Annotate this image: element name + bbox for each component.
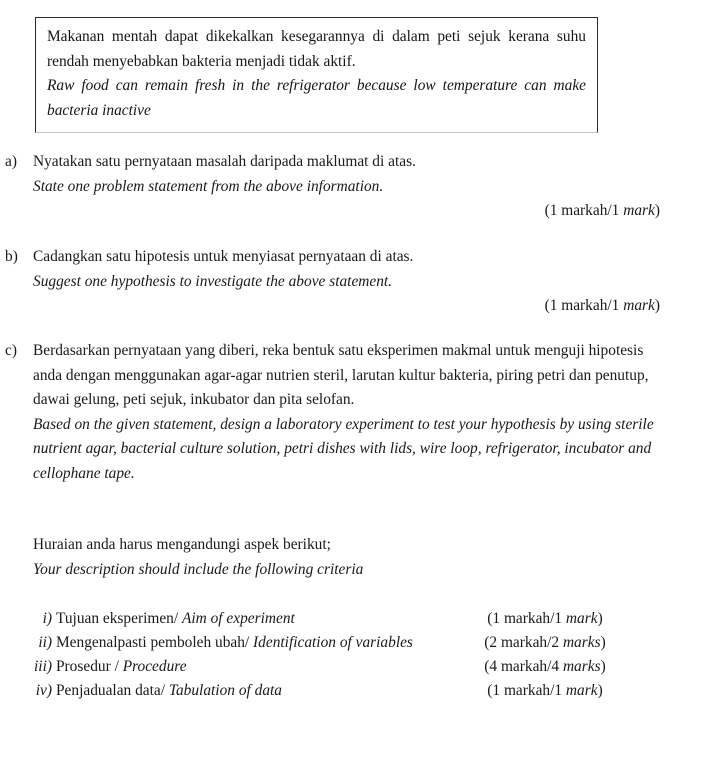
criteria-item	[0, 655, 703, 679]
criteria-marks	[430, 679, 660, 703]
criteria-description	[56, 631, 413, 655]
criteria-item	[0, 679, 703, 703]
question-a-row	[0, 150, 703, 199]
criteria-marks-prefix: (1 markah/1	[487, 682, 566, 699]
question-b-marks	[0, 294, 660, 319]
question-a-text-malay: Nyatakan satu pernyataan masalah daripada maklumat di atas.	[33, 153, 416, 170]
criteria-marks-suffix: )	[597, 610, 603, 627]
criteria-instruction	[33, 533, 703, 582]
criteria-marks-prefix: (2 markah/2	[484, 634, 563, 651]
question-b-marks-italic: mark	[623, 297, 655, 314]
criteria-description-english: Aim of experiment	[181, 610, 295, 627]
criteria-marks-prefix: (4 markah/4	[484, 658, 563, 675]
criteria-marks-prefix: (1 markah/1	[487, 610, 566, 627]
question-c-text-malay: Berdasarkan pernyataan yang diberi, reka bentuk satu eksperimen makmal untuk menguji hipotesis anda dengan menggunakan agar-agar nutrien steril, larutan kultur bakteria, piring petri dan penutup, dawai gelung, peti sejuk, inkubator dan pita selofan.	[33, 342, 649, 408]
question-b-marks-suffix: )	[654, 297, 660, 314]
criteria-numeral: iii)	[34, 658, 52, 675]
criteria-description-english: Tabulation of data	[168, 682, 283, 699]
question-b-label: b)	[5, 248, 18, 265]
criteria-description-malay: Mengenalpasti pemboleh ubah/	[56, 634, 254, 651]
criteria-numeral: ii)	[38, 634, 52, 651]
criteria-description-malay: Tujuan eksperimen/	[56, 610, 182, 627]
criteria-marks-italic: mark	[565, 610, 598, 627]
stimulus-text-english: Raw food can remain fresh in the refrigerator because low temperature can make bacteria inactive	[47, 77, 586, 119]
question-a-text-english: State one problem statement from the above information.	[33, 177, 384, 195]
question-a-label: a)	[5, 153, 17, 170]
question-b	[0, 245, 703, 294]
criteria-marks-suffix: )	[597, 682, 603, 699]
question-a-marks	[0, 199, 660, 224]
criteria-marks	[430, 607, 660, 631]
criteria-item	[0, 607, 703, 631]
criteria-marks-suffix: )	[600, 658, 606, 675]
question-c	[0, 339, 703, 486]
question-a	[0, 150, 703, 199]
criteria-description-malay: Penjadualan data/	[56, 682, 169, 699]
criteria-instruction-english: Your description should include the following criteria	[33, 560, 364, 578]
criteria-marks-suffix: )	[600, 634, 606, 651]
question-a-marks-prefix: (1 markah/1	[544, 202, 624, 219]
question-c-row	[0, 339, 703, 486]
question-b-row	[0, 245, 703, 294]
question-c-label: c)	[5, 342, 17, 359]
criteria-description-english: Procedure	[122, 658, 187, 675]
criteria-instruction-malay: Huraian anda harus mengandungi aspek berikut;	[33, 536, 331, 553]
question-a-marks-italic: mark	[623, 202, 655, 219]
criteria-description	[56, 607, 295, 631]
criteria-description-english: Identification of variables	[253, 634, 413, 651]
stimulus-box	[35, 17, 598, 133]
stimulus-text-malay: Makanan mentah dapat dikekalkan kesegarannya di dalam peti sejuk kerana suhu rendah menyebabkan bakteria menjadi tidak aktif.	[47, 28, 586, 70]
question-a-marks-suffix: )	[654, 202, 660, 219]
criteria-marks-italic: mark	[565, 682, 598, 699]
criteria-numeral: iv)	[35, 682, 52, 699]
criteria-description	[56, 679, 282, 703]
question-b-text-malay: Cadangkan satu hipotesis untuk menyiasat pernyataan di atas.	[33, 248, 414, 265]
criteria-description	[56, 655, 187, 679]
criteria-description-malay: Prosedur /	[56, 658, 123, 675]
criteria-marks	[430, 631, 660, 655]
criteria-marks	[430, 655, 660, 679]
question-b-text-english: Suggest one hypothesis to investigate the above statement.	[33, 272, 393, 290]
criteria-list	[0, 607, 703, 703]
criteria-item	[0, 631, 703, 655]
criteria-numeral: i)	[42, 610, 52, 627]
question-c-text-english: Based on the given statement, design a laboratory experiment to test your hypothesis by using sterile nutrient agar, bacterial culture solution, petri dishes with lids, wire loop, refrigerator, incubator and cellophane tape.	[33, 415, 654, 482]
criteria-marks-italic: marks	[562, 634, 601, 651]
question-b-marks-prefix: (1 markah/1	[544, 297, 624, 314]
criteria-marks-italic: marks	[562, 658, 601, 675]
